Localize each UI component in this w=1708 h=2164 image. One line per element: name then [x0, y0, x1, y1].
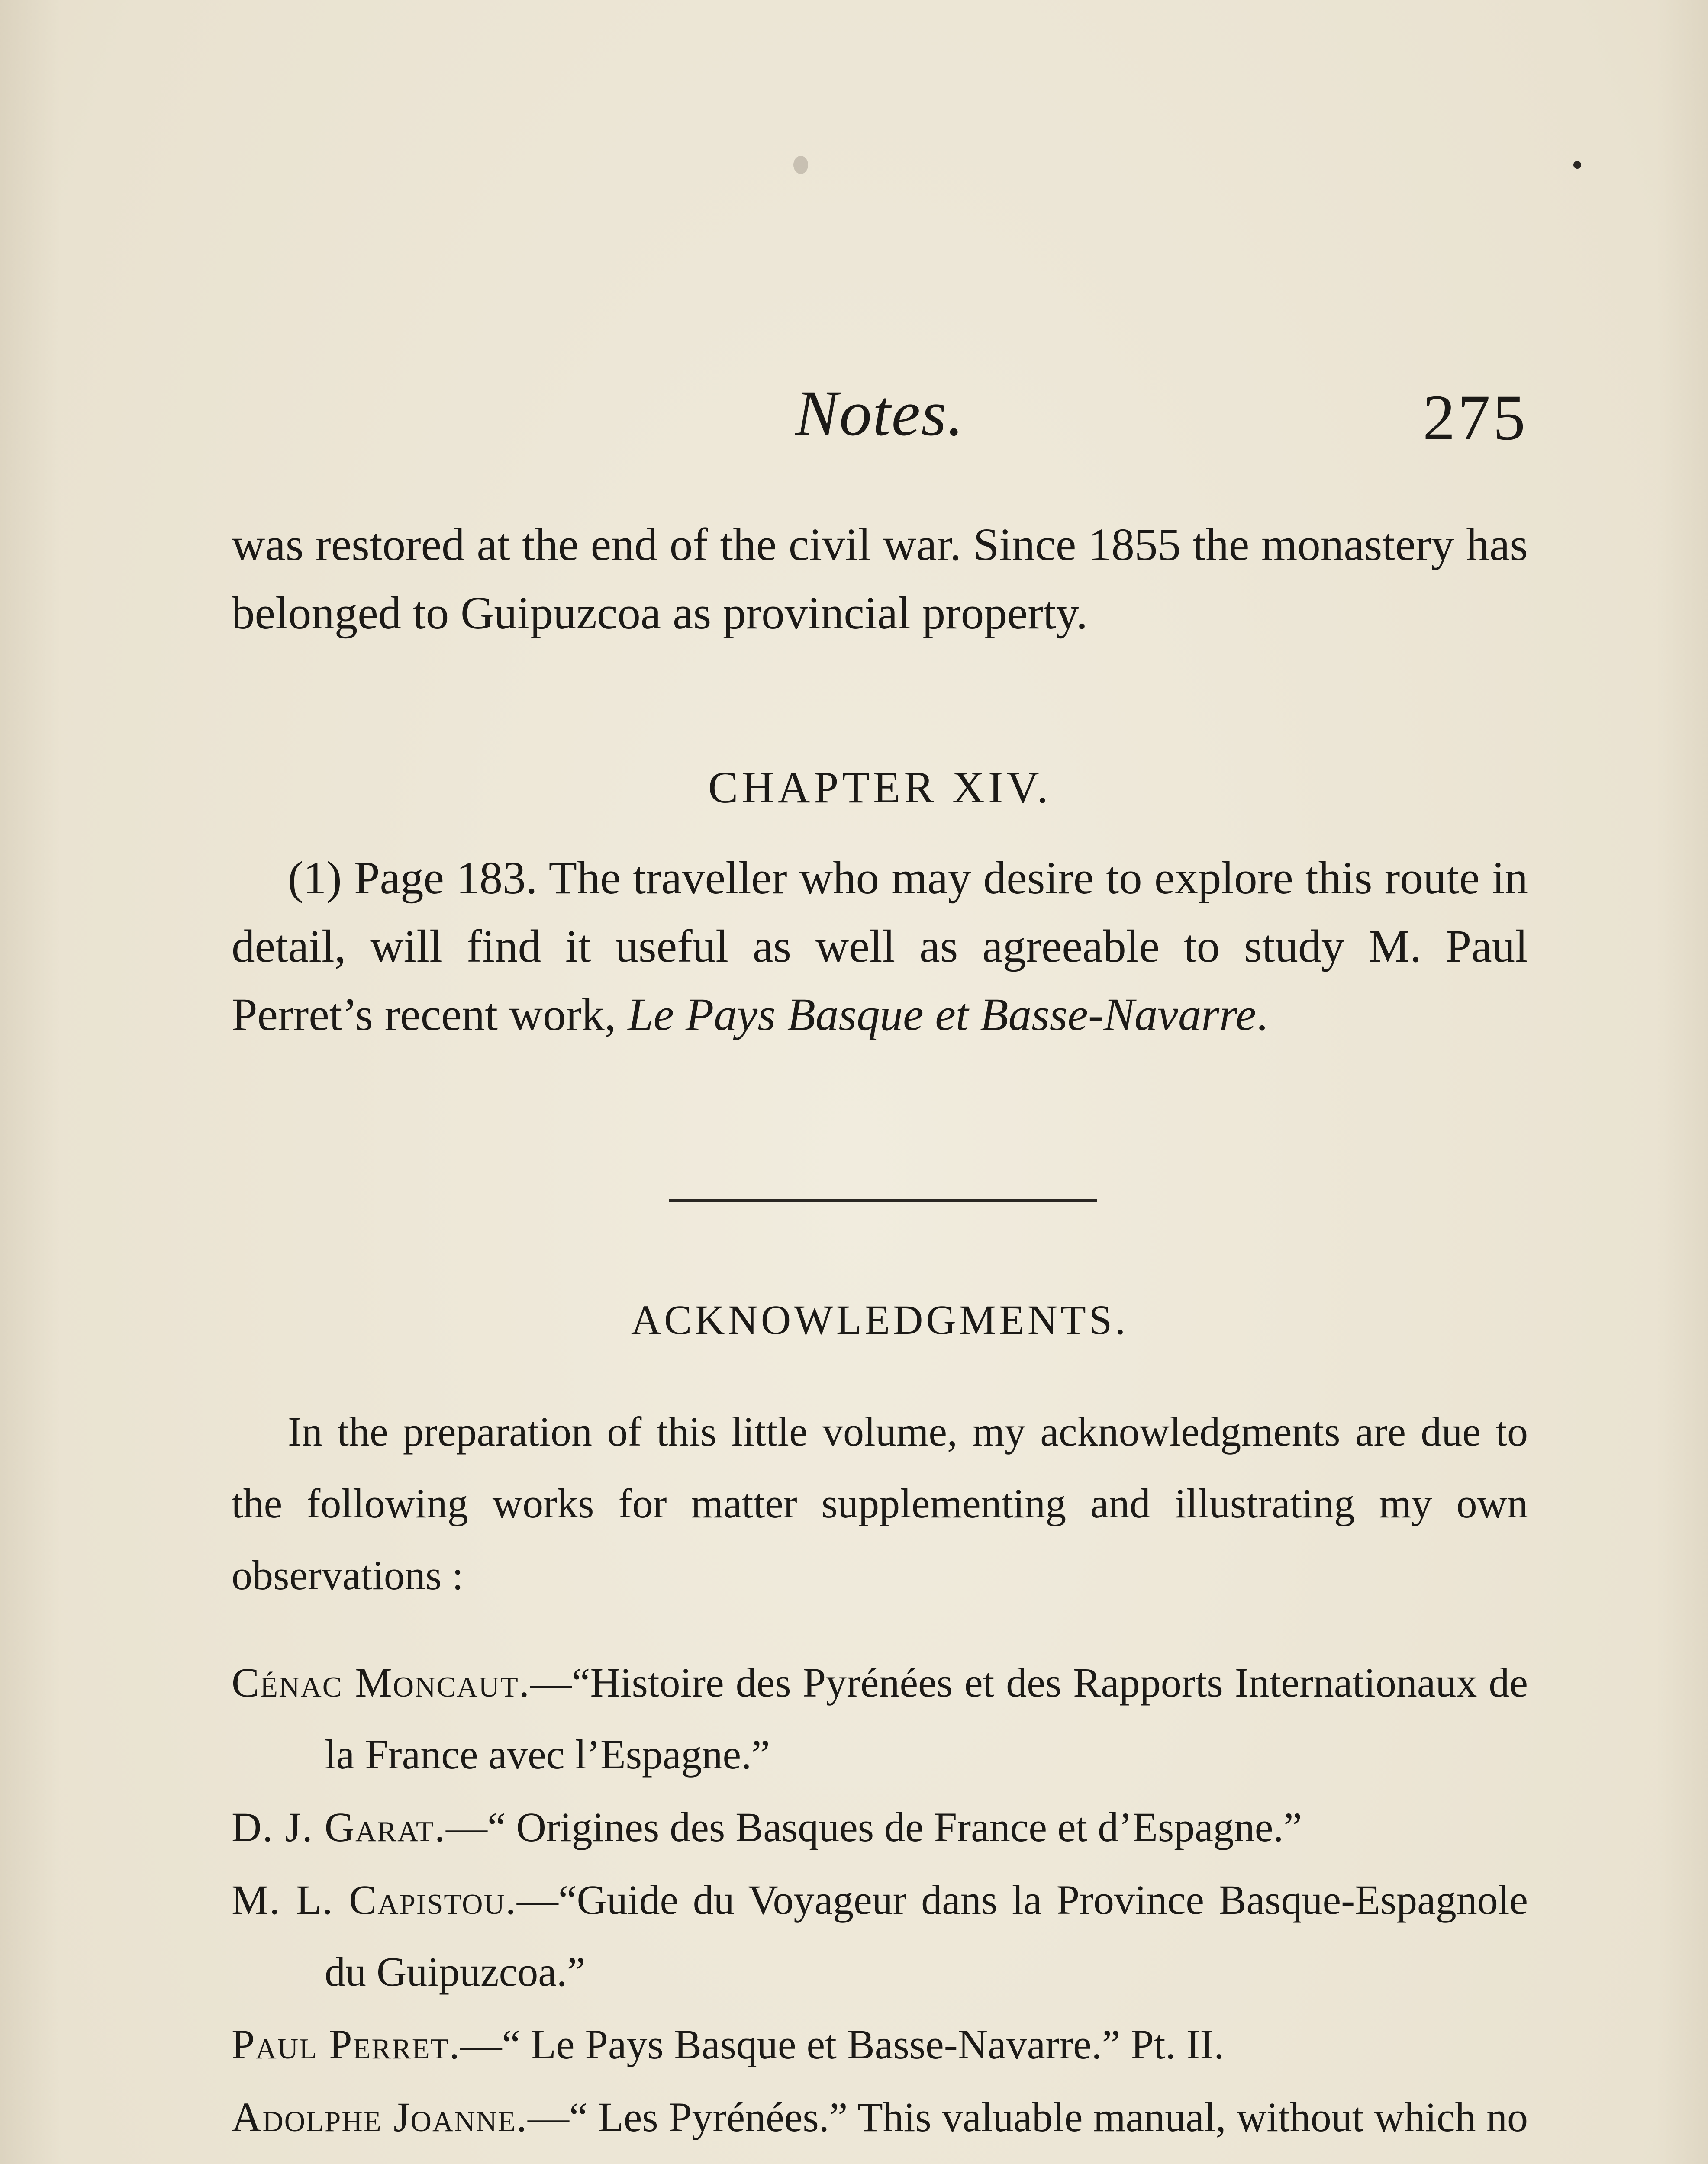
paper-speck: [793, 156, 808, 174]
continuation-paragraph-block: [232, 511, 1528, 647]
running-head: [232, 372, 1528, 454]
acknowledgments-intro-block: [232, 1396, 1528, 1611]
paper-speck: [1573, 161, 1581, 169]
reference-entry: [232, 2081, 1528, 2164]
page-number: 275: [1423, 382, 1528, 454]
reference-author: D. J. Garat.: [232, 1804, 446, 1850]
acknowledgments-intro: In the preparation of this little volume, my acknowledgments are due to the following works for matter supplementing and illustrating my own observations :: [232, 1408, 1528, 1598]
reference-author: Adolphe Joanne.: [232, 2094, 528, 2140]
reference-entry: [232, 1791, 1528, 1863]
reference-text: —“ Les Pyrénées.” This valuable manual, without which no: [527, 2094, 1528, 2140]
reference-list: [232, 1647, 1528, 2164]
reference-text: —“ Origines des Basques de France et d’Espagne.”: [445, 1804, 1302, 1850]
chapter-note: [232, 844, 1528, 1049]
reference-author: Paul Perret.: [232, 2021, 461, 2067]
chapter-note-work-title: Le Pays Basque et Basse-Navarre: [628, 989, 1257, 1040]
chapter-note-text: (1) Page 183. The traveller who may desire to explore this route in detail, will find it useful as well as agreeable to study M. Paul Perret’s recent work,: [232, 853, 1528, 1040]
chapter-note-block: [232, 844, 1528, 1049]
reference-author: Cénac Moncaut.: [232, 1659, 530, 1706]
reference-entry: [232, 2009, 1528, 2080]
reference-text: —“Guide du Voyageur dans la Province Basque-Espagnole du Guipuzcoa.”: [325, 1877, 1528, 1995]
chapter-note-end: .: [1256, 989, 1268, 1040]
reference-entry: [232, 1864, 1528, 2008]
section-divider: [669, 1199, 1097, 1202]
reference-author: M. L. Capistou.: [232, 1877, 517, 1923]
reference-entry: [232, 1647, 1528, 1790]
reference-text: —“Histoire des Pyrénées et des Rapports Internationaux de la France avec l’Espagne.”: [325, 1659, 1528, 1778]
continuation-paragraph: was restored at the end of the civil war. Since 1855 the monastery has belonged to Guipuzcoa as provincial property.: [232, 519, 1528, 639]
acknowledgments-heading: ACKNOWLEDGMENTS.: [631, 1297, 1129, 1343]
chapter-heading: CHAPTER XIV.: [708, 763, 1052, 812]
running-title: Notes.: [795, 377, 965, 449]
reference-text: —“ Le Pays Basque et Basse-Navarre.” Pt. II.: [460, 2021, 1225, 2067]
